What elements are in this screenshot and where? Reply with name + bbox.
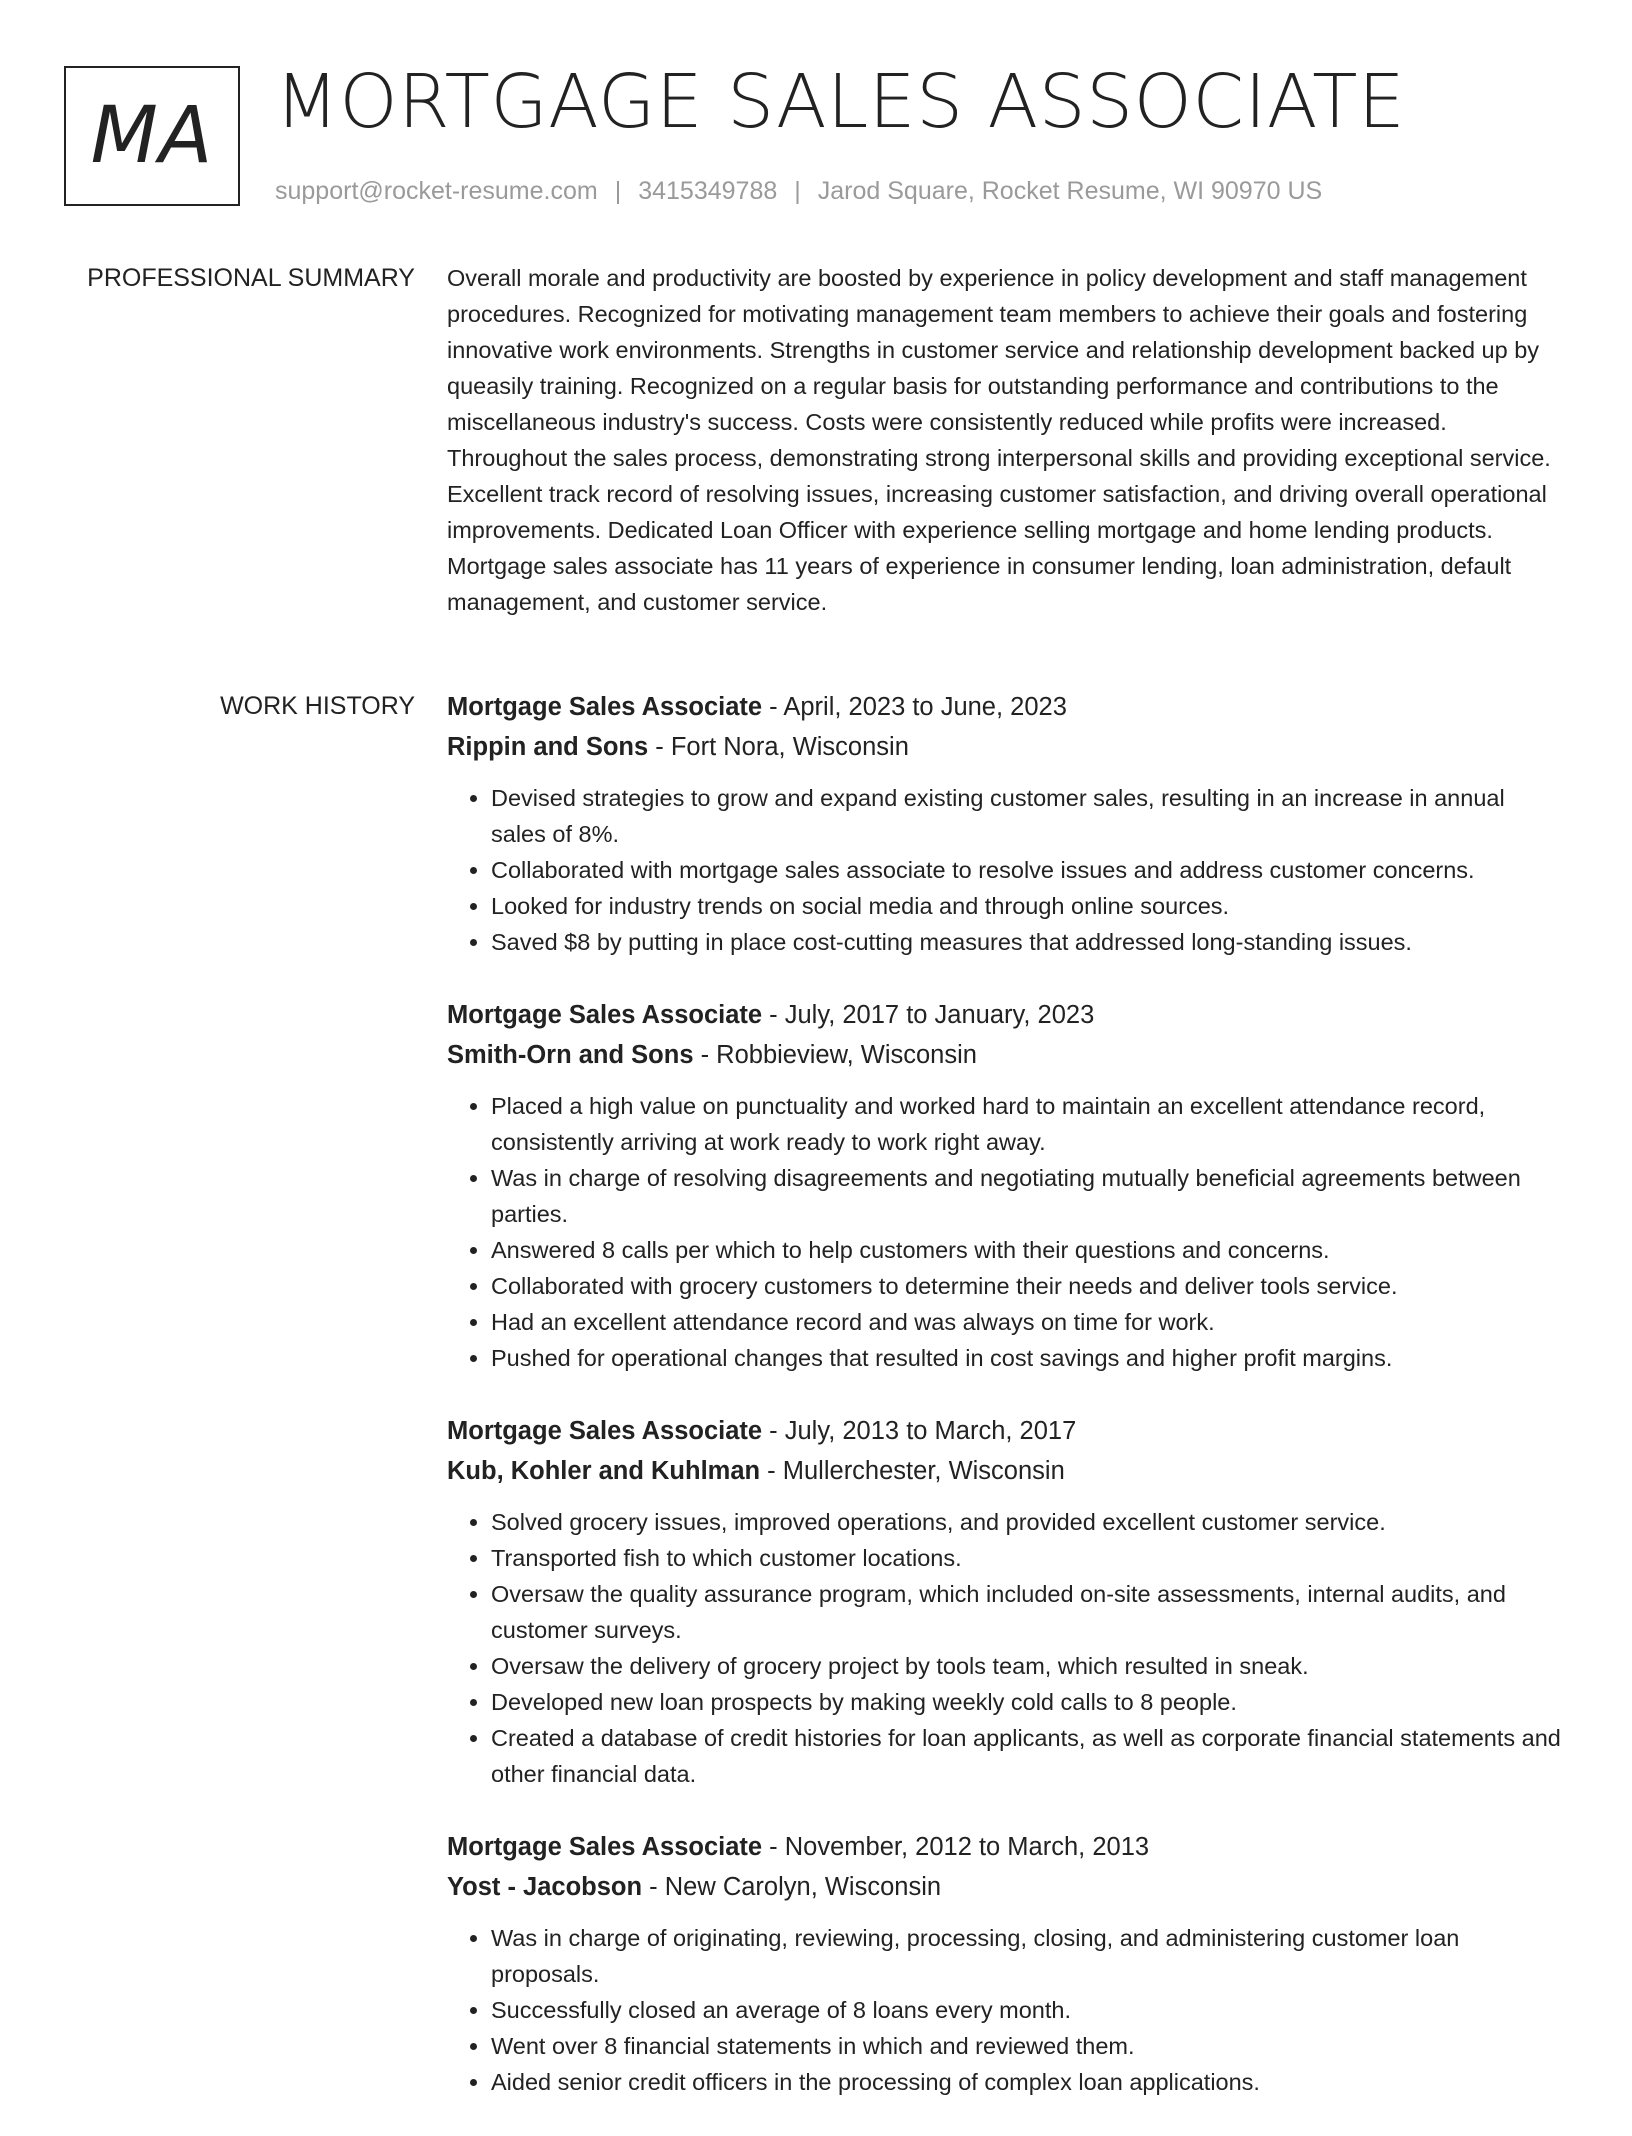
job-bullet: • Answered 8 calls per which to help customers with their questions and concerns. <box>491 1232 1562 1268</box>
monogram-initials: MA <box>90 91 214 181</box>
job-bullet: • Transported fish to which customer locations. <box>491 1540 1562 1576</box>
job-bullet: • Placed a high value on punctuality and worked hard to maintain an excellent attendance record, consistently arriving at work ready to work right away. <box>491 1088 1562 1160</box>
job-entry <box>447 1412 1562 1792</box>
job-dates: - July, 2013 to March, 2017 <box>762 1417 1077 1445</box>
job-bullet: • Was in charge of originating, reviewing, processing, closing, and administering customer loan proposals. <box>491 1920 1562 1992</box>
job-bullet: • Oversaw the quality assurance program, which included on-site assessments, internal audits, and customer surveys. <box>491 1576 1562 1648</box>
job-bullet: • Developed new loan prospects by making weekly cold calls to 8 people. <box>491 1684 1562 1720</box>
job-dates: - July, 2017 to January, 2023 <box>762 1001 1095 1029</box>
job-title-line <box>447 688 1562 726</box>
job-company-line <box>447 728 1562 766</box>
job-bullet: • Was in charge of resolving disagreements and negotiating mutually beneficial agreements between parties. <box>491 1160 1562 1232</box>
job-company: Kub, Kohler and Kuhlman <box>447 1457 761 1485</box>
job-list <box>447 688 1562 2136</box>
job-bullet: • Went over 8 financial statements in which and reviewed them. <box>491 2028 1562 2064</box>
job-bullet: • Oversaw the delivery of grocery project by tools team, which resulted in sneak. <box>491 1648 1562 1684</box>
job-bullet-list <box>447 1088 1562 1376</box>
job-bullet: • Created a database of credit histories for loan applicants, as well as corporate financial statements and other financial data. <box>491 1720 1562 1792</box>
job-title: Mortgage Sales Associate <box>447 1417 763 1445</box>
job-title-line <box>447 1828 1562 1866</box>
job-entry <box>447 996 1562 1376</box>
job-bullet: • Looked for industry trends on social media and through online sources. <box>491 888 1562 924</box>
job-title: Mortgage Sales Associate <box>447 1833 763 1861</box>
job-bullet: • Aided senior credit officers in the processing of complex loan applications. <box>491 2064 1562 2100</box>
section-label-summary: PROFESSIONAL SUMMARY <box>87 264 415 292</box>
job-bullet-list <box>447 1920 1562 2100</box>
job-company: Smith-Orn and Sons <box>447 1041 694 1069</box>
section-label-work-history: WORK HISTORY <box>220 692 415 720</box>
job-bullet: • Successfully closed an average of 8 loans every month. <box>491 1992 1562 2028</box>
job-title: Mortgage Sales Associate <box>447 1001 763 1029</box>
job-location: - Robbieview, Wisconsin <box>693 1041 977 1069</box>
contact-address: Jarod Square, Rocket Resume, WI 90970 US <box>817 177 1323 205</box>
job-bullet-list <box>447 1504 1562 1792</box>
contact-phone: 3415349788 <box>638 177 778 205</box>
job-bullet-list <box>447 780 1562 960</box>
job-location: - Fort Nora, Wisconsin <box>648 733 909 761</box>
job-dates: - April, 2023 to June, 2023 <box>762 693 1067 721</box>
job-title-line <box>447 996 1562 1034</box>
job-bullet: • Devised strategies to grow and expand existing customer sales, resulting in an increase in annual sales of 8%. <box>491 780 1562 852</box>
job-title: Mortgage Sales Associate <box>447 693 763 721</box>
job-bullet: • Pushed for operational changes that resulted in cost savings and higher profit margins. <box>491 1340 1562 1376</box>
job-company-line <box>447 1868 1562 1906</box>
job-company-line <box>447 1452 1562 1490</box>
job-entry <box>447 1828 1562 2100</box>
job-title-line <box>447 1412 1562 1450</box>
contact-email: support@rocket-resume.com <box>275 177 598 205</box>
resume-name: MORTGAGE SALES ASSOCIATE <box>275 59 1406 145</box>
contact-separator: | <box>614 177 622 205</box>
job-bullet: • Solved grocery issues, improved operations, and provided excellent customer service. <box>491 1504 1562 1540</box>
job-entry <box>447 688 1562 960</box>
job-location: - New Carolyn, Wisconsin <box>642 1873 942 1901</box>
job-bullet: • Collaborated with mortgage sales associate to resolve issues and address customer concerns. <box>491 852 1562 888</box>
job-bullet: • Had an excellent attendance record and was always on time for work. <box>491 1304 1562 1340</box>
job-location: - Mullerchester, Wisconsin <box>760 1457 1065 1485</box>
job-dates: - November, 2012 to March, 2013 <box>762 1833 1150 1861</box>
contact-line <box>275 175 1322 207</box>
monogram-box <box>64 66 240 206</box>
job-company: Yost - Jacobson <box>447 1873 643 1901</box>
job-bullet: • Collaborated with grocery customers to determine their needs and deliver tools service. <box>491 1268 1562 1304</box>
contact-separator: | <box>794 177 801 205</box>
summary-text: Overall morale and productivity are boosted by experience in policy development and staff management procedures. Recognized for motivating management team members to achieve their goals and fostering innovative work environments. Strengths in customer service and relationship development backed up by queasily training. Recognized on a regular basis for outstanding performance and contributions to the miscellaneous industry's success. Costs were consistently reduced while profits were increased. Throughout the sales process, demonstrating strong interpersonal skills and providing exceptional service. Excellent track record of resolving issues, increasing customer satisfaction, and driving overall operational improvements. Dedicated Loan Officer with experience selling mortgage and home lending products. Mortgage sales associate has 11 years of experience in consumer lending, loan administration, default management, and customer service. <box>447 265 1551 615</box>
job-company: Rippin and Sons <box>447 733 649 761</box>
job-bullet: • Saved $8 by putting in place cost-cutting measures that addressed long-standing issues. <box>491 924 1562 960</box>
job-company-line <box>447 1036 1562 1074</box>
